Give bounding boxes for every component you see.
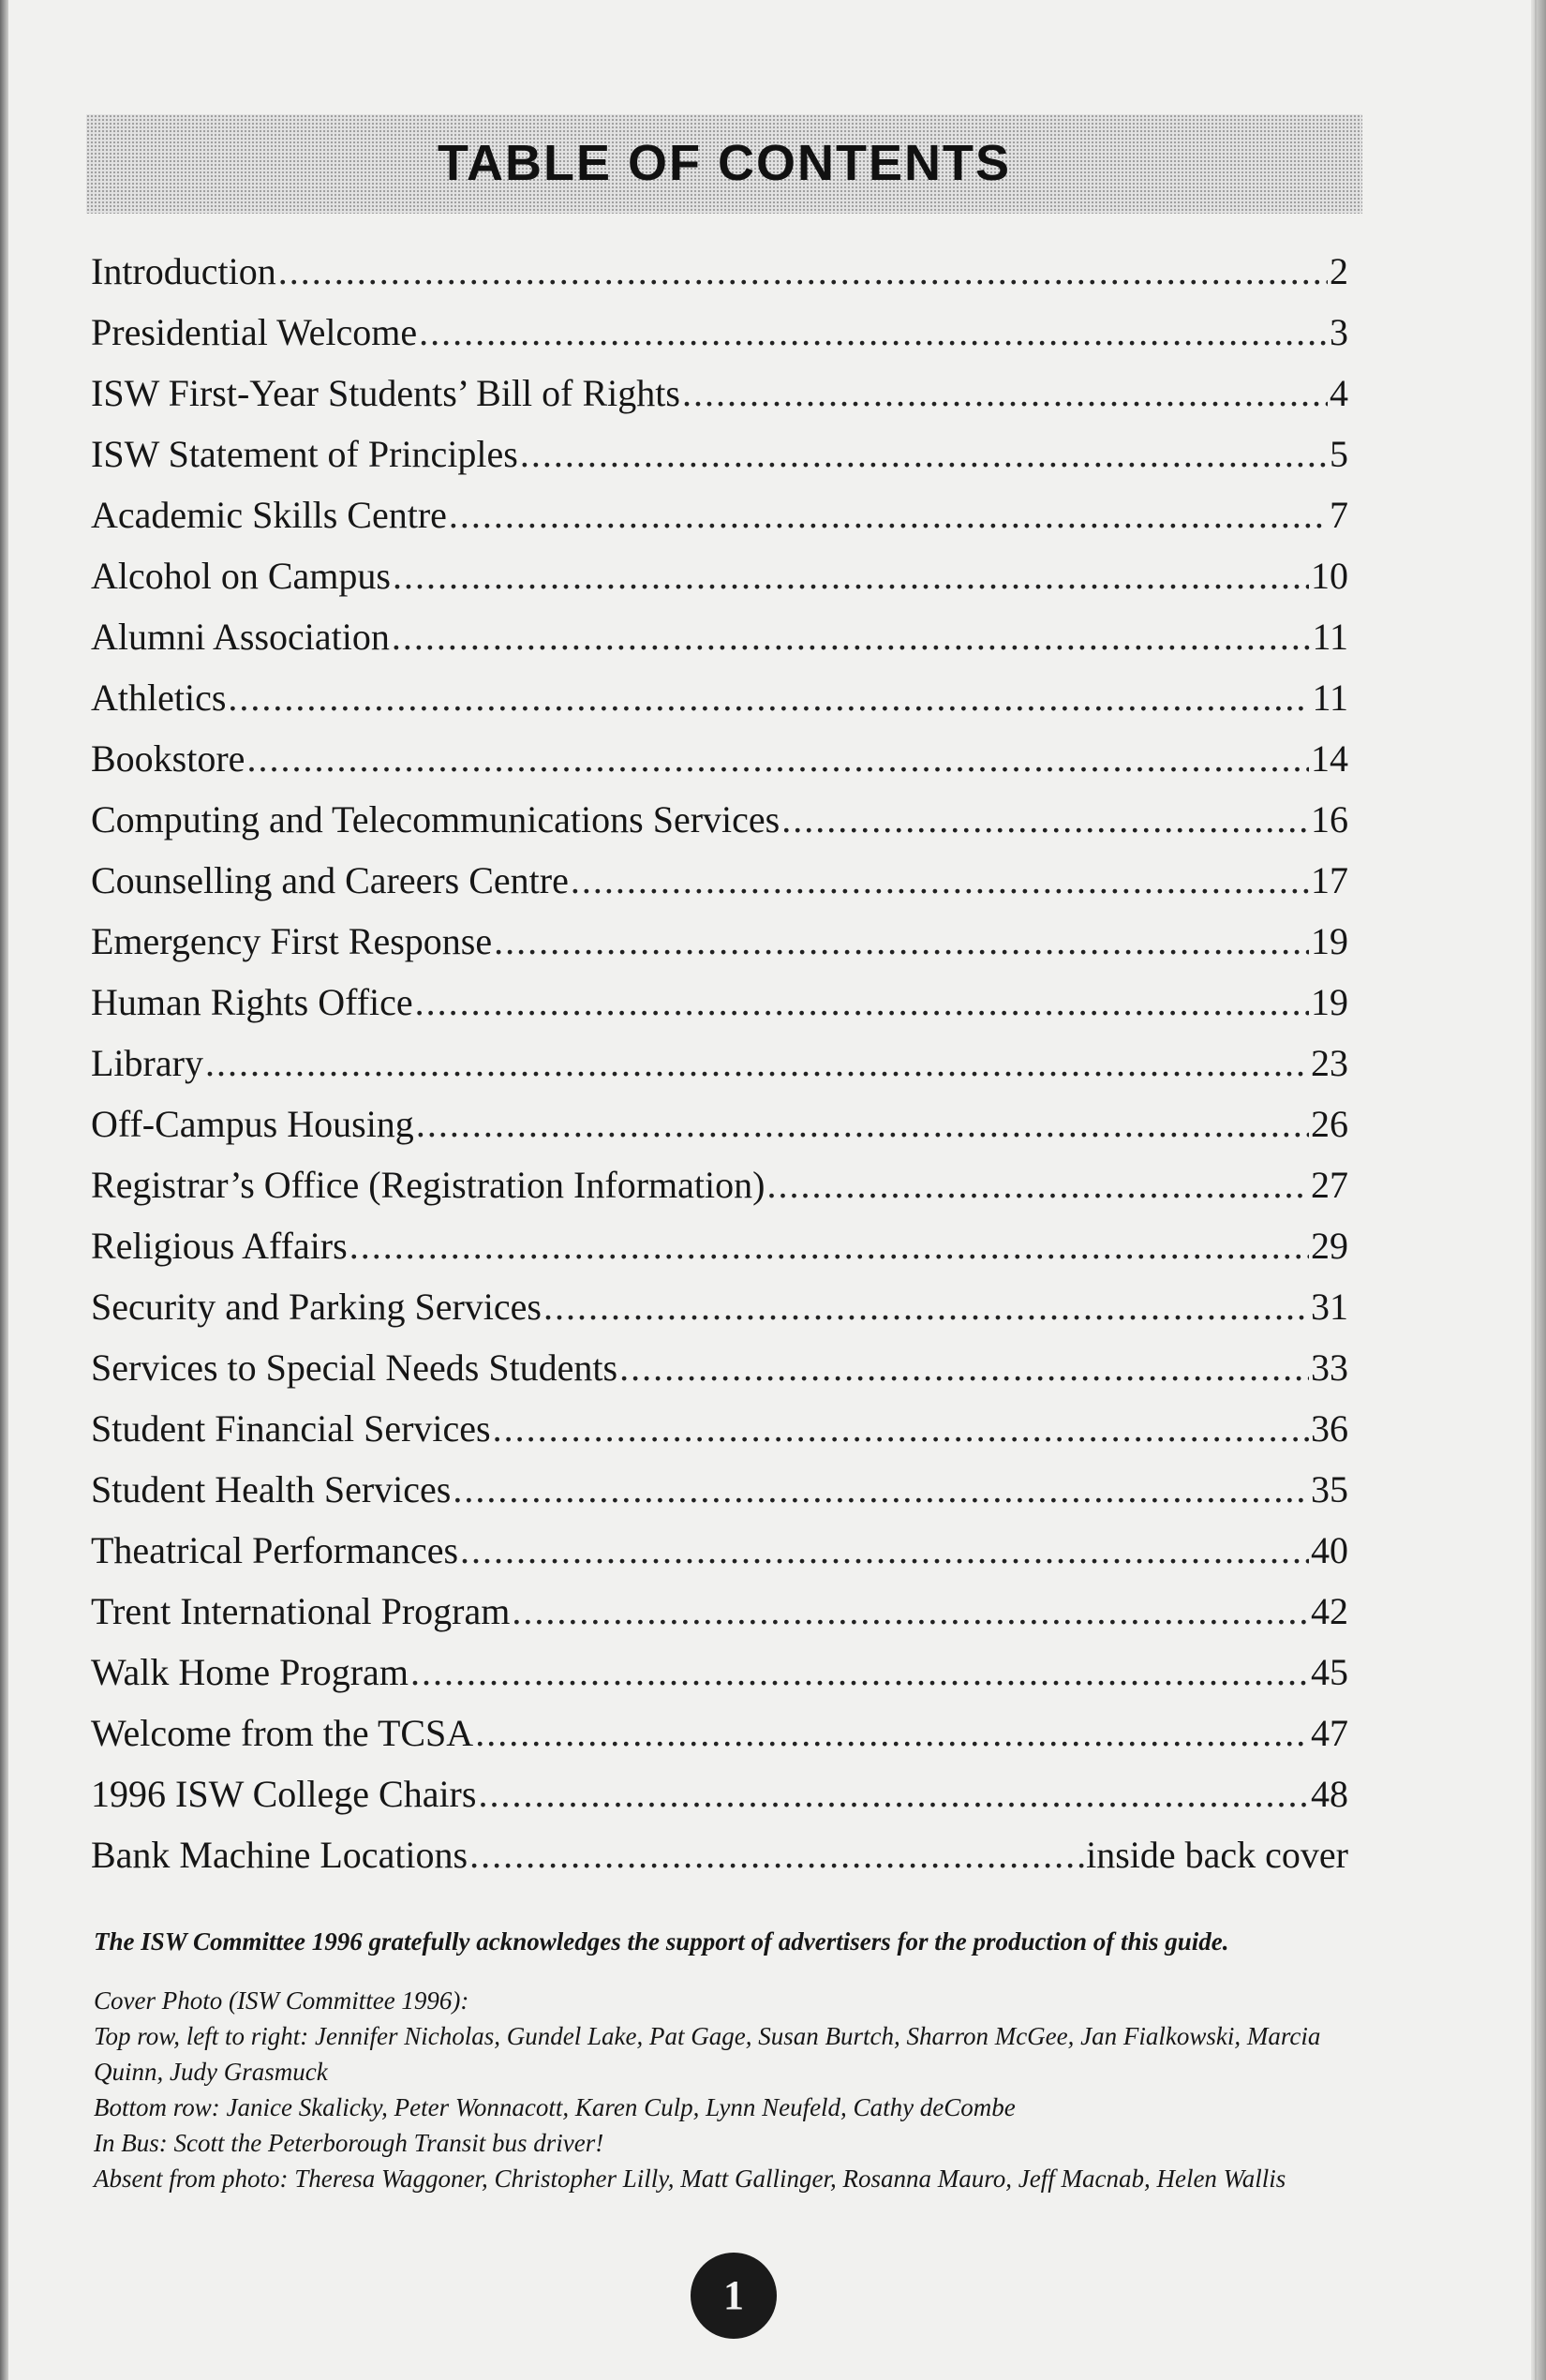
dot-leader xyxy=(478,1763,1309,1824)
toc-entry-bank-machine-locations xyxy=(91,1824,1348,1885)
toc-entry-title: Library xyxy=(91,1042,203,1084)
credits-top-row: Top row, left to right: Jennifer Nicholas, Gundel Lake, Pat Gage, Susan Burtch, Sharron McGee, Jan Fialkowski, Marcia Quinn, Judy Grasmuck xyxy=(94,2022,1321,2086)
toc-entry-title: Academic Skills Centre xyxy=(91,494,447,536)
toc-entry-page: 11 xyxy=(1312,677,1348,719)
toc-entry-special-needs-services xyxy=(91,1337,1348,1398)
page-title: TABLE OF CONTENTS xyxy=(438,135,1011,191)
toc-entry-statement-of-principles xyxy=(91,424,1348,484)
toc-entry-page: 45 xyxy=(1311,1651,1348,1693)
dot-leader xyxy=(512,1581,1309,1642)
toc-entry-title: Trent International Program xyxy=(91,1590,511,1632)
dot-leader xyxy=(416,1093,1309,1154)
toc-entry-page: 26 xyxy=(1311,1103,1348,1145)
toc-entry-title: Theatrical Performances xyxy=(91,1529,459,1571)
toc-entry-page: 11 xyxy=(1312,616,1348,658)
toc-entry-title: 1996 ISW College Chairs xyxy=(91,1773,477,1815)
page-edge-left xyxy=(0,0,8,2380)
toc-entry-college-chairs xyxy=(91,1763,1348,1824)
toc-entry-security-parking xyxy=(91,1276,1348,1337)
toc-entry-page: 2 xyxy=(1330,250,1348,292)
toc-entry-introduction xyxy=(91,241,1348,302)
toc-entry-walk-home-program xyxy=(91,1642,1348,1703)
toc-entry-library xyxy=(91,1033,1348,1093)
toc-entry-title: Human Rights Office xyxy=(91,981,413,1023)
dot-leader xyxy=(543,1276,1309,1337)
toc-entry-presidential-welcome xyxy=(91,302,1348,363)
toc-entry-alumni-association xyxy=(91,606,1348,667)
toc-entry-title: Registrar’s Office (Registration Information) xyxy=(91,1164,766,1206)
dot-leader xyxy=(246,728,1309,789)
dot-leader xyxy=(393,545,1309,606)
toc-entry-page: 48 xyxy=(1311,1773,1348,1815)
dot-leader xyxy=(205,1033,1309,1093)
dot-leader xyxy=(493,1398,1309,1459)
toc-entry-page: 7 xyxy=(1330,494,1348,536)
toc-entry-student-health-services xyxy=(91,1459,1348,1520)
dot-leader xyxy=(682,363,1328,424)
toc-entry-counselling-careers xyxy=(91,850,1348,911)
toc-entry-title: Athletics xyxy=(91,677,227,719)
toc-entry-title: Security and Parking Services xyxy=(91,1286,542,1328)
dot-leader xyxy=(449,484,1328,545)
toc-entry-title: Off-Campus Housing xyxy=(91,1103,414,1145)
toc-entry-page: 5 xyxy=(1330,433,1348,475)
toc-entry-welcome-tcsa xyxy=(91,1703,1348,1763)
dot-leader xyxy=(460,1520,1309,1581)
toc-entry-page: inside back cover xyxy=(1086,1834,1348,1876)
dot-leader xyxy=(520,424,1328,484)
credits-in-bus: In Bus: Scott the Peterborough Transit bus driver! xyxy=(94,2129,604,2157)
toc-entry-athletics xyxy=(91,667,1348,728)
toc-entry-page: 36 xyxy=(1311,1407,1348,1450)
toc-entry-trent-international-program xyxy=(91,1581,1348,1642)
credits-absent: Absent from photo: Theresa Waggoner, Christopher Lilly, Matt Gallinger, Rosanna Mauro, Jeff Macnab, Helen Wallis xyxy=(94,2164,1286,2193)
dot-leader xyxy=(228,667,1310,728)
toc-entry-religious-affairs xyxy=(91,1215,1348,1276)
toc-entry-title: Student Financial Services xyxy=(91,1407,491,1450)
toc-entry-page: 23 xyxy=(1311,1042,1348,1084)
dot-leader xyxy=(278,241,1328,302)
dot-leader xyxy=(766,1154,1309,1215)
dot-leader xyxy=(475,1703,1309,1763)
dot-leader xyxy=(781,789,1309,850)
toc-entry-page: 35 xyxy=(1311,1468,1348,1510)
page-edge-right xyxy=(1531,0,1546,2380)
toc-entry-bill-of-rights xyxy=(91,363,1348,424)
toc-entry-title: Welcome from the TCSA xyxy=(91,1712,474,1754)
toc-entry-title: Introduction xyxy=(91,250,276,292)
dot-leader xyxy=(415,972,1309,1033)
toc-entry-page: 33 xyxy=(1311,1346,1348,1389)
toc-entry-page: 42 xyxy=(1311,1590,1348,1632)
toc-entry-page: 31 xyxy=(1311,1286,1348,1328)
table-of-contents xyxy=(91,241,1348,1885)
toc-entry-page: 16 xyxy=(1311,798,1348,840)
toc-entry-human-rights-office xyxy=(91,972,1348,1033)
toc-entry-page: 14 xyxy=(1311,737,1348,780)
toc-entry-title: Religious Affairs xyxy=(91,1225,348,1267)
toc-entry-alcohol-on-campus xyxy=(91,545,1348,606)
toc-entry-page: 10 xyxy=(1311,555,1348,597)
toc-entry-page: 29 xyxy=(1311,1225,1348,1267)
dot-leader xyxy=(419,302,1328,363)
toc-entry-page: 19 xyxy=(1311,981,1348,1023)
dot-leader xyxy=(571,850,1309,911)
credits-heading: Cover Photo (ISW Committee 1996): xyxy=(94,1986,469,2015)
dot-leader xyxy=(392,606,1311,667)
toc-entry-bookstore xyxy=(91,728,1348,789)
title-banner xyxy=(86,114,1362,214)
toc-entry-computing-telecommunications xyxy=(91,789,1348,850)
toc-entry-title: Emergency First Response xyxy=(91,920,493,962)
toc-entry-academic-skills-centre xyxy=(91,484,1348,545)
toc-entry-page: 17 xyxy=(1311,859,1348,901)
toc-entry-title: ISW Statement of Principles xyxy=(91,433,518,475)
toc-entry-page: 27 xyxy=(1311,1164,1348,1206)
toc-entry-title: Presidential Welcome xyxy=(91,311,418,353)
toc-entry-page: 3 xyxy=(1330,311,1348,353)
toc-entry-title: Alumni Association xyxy=(91,616,390,658)
toc-entry-theatrical-performances xyxy=(91,1520,1348,1581)
toc-entry-title: Computing and Telecommunications Services xyxy=(91,798,780,840)
toc-entry-page: 4 xyxy=(1330,372,1348,414)
dot-leader xyxy=(619,1337,1309,1398)
toc-entry-title: Alcohol on Campus xyxy=(91,555,391,597)
toc-entry-off-campus-housing xyxy=(91,1093,1348,1154)
toc-entry-title: Student Health Services xyxy=(91,1468,452,1510)
toc-entry-page: 40 xyxy=(1311,1529,1348,1571)
dot-leader xyxy=(349,1215,1309,1276)
toc-entry-title: Bookstore xyxy=(91,737,245,780)
dot-leader xyxy=(469,1824,1084,1885)
credits-bottom-row: Bottom row: Janice Skalicky, Peter Wonnacott, Karen Culp, Lynn Neufeld, Cathy deCombe xyxy=(94,2093,1016,2121)
toc-entry-title: Bank Machine Locations xyxy=(91,1834,468,1876)
toc-entry-title: Counselling and Careers Centre xyxy=(91,859,569,901)
dot-leader xyxy=(494,911,1309,972)
toc-entry-title: Services to Special Needs Students xyxy=(91,1346,618,1389)
toc-entry-title: ISW First-Year Students’ Bill of Rights xyxy=(91,372,680,414)
toc-entry-page: 19 xyxy=(1311,920,1348,962)
page-number-badge: 1 xyxy=(691,2253,777,2339)
toc-entry-page: 47 xyxy=(1311,1712,1348,1754)
acknowledgement-note: The ISW Committee 1996 gratefully acknowledges the support of advertisers for the production of this guide. xyxy=(94,1927,1229,1956)
toc-entry-registrars-office xyxy=(91,1154,1348,1215)
toc-entry-student-financial-services xyxy=(91,1398,1348,1459)
photo-credits xyxy=(94,1983,1368,2196)
toc-entry-emergency-first-response xyxy=(91,911,1348,972)
dot-leader xyxy=(410,1642,1309,1703)
dot-leader xyxy=(453,1459,1309,1520)
toc-entry-title: Walk Home Program xyxy=(91,1651,409,1693)
